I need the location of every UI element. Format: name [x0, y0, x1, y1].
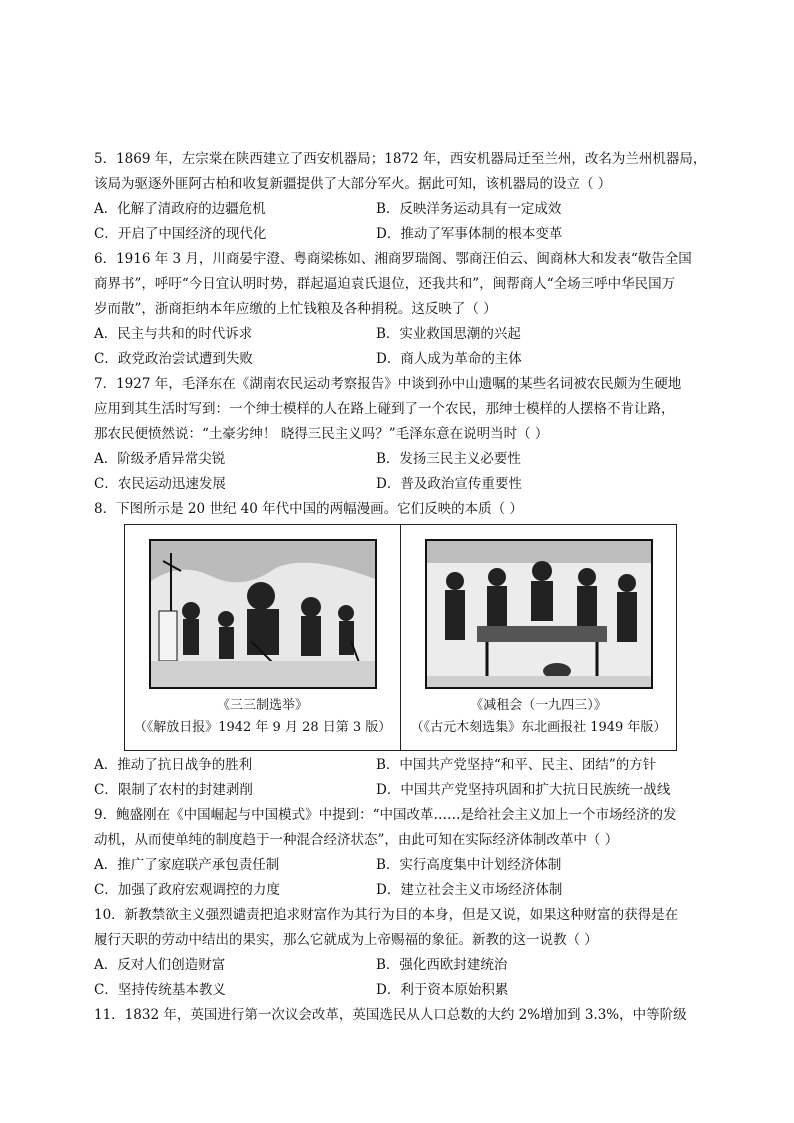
picture-1-source: （《解放日报》1942 年 9 月 28 日第 3 版） — [133, 720, 392, 735]
q8-option-d[interactable]: D．中国共产党坚持巩固和扩大抗日民族统一战线 — [376, 782, 671, 798]
q5-options-row2 — [94, 222, 706, 247]
q5-option-c[interactable]: C．开启了中国经济的现代化 — [94, 226, 267, 242]
q8-picture-cell-1 — [125, 525, 401, 750]
q8-option-c[interactable]: C．限制了农村的封建剥削 — [94, 782, 253, 798]
woodcut-election-image — [149, 539, 377, 689]
q6-option-b[interactable]: B．实业救国思潮的兴起 — [376, 326, 521, 342]
q9-option-a[interactable]: A．推广了家庭联产承包责任制 — [94, 857, 280, 873]
q6-stem-line1: 6．1916 年 3 月，川商晏宇澄、粤商梁栋如、湘商罗瑞阁、鄂商汪伯云、闽商林大和发表“敬告全国 — [94, 251, 692, 267]
q5-stem-line2: 该局为驱逐外匪阿古柏和收复新疆提供了大部分军火。据此可知，该机器局的设立（ ） — [94, 176, 612, 192]
q7-option-a[interactable]: A．阶级矛盾异常尖锐 — [94, 451, 226, 467]
q9-options-row2 — [94, 878, 706, 903]
q8-option-b[interactable]: B．中国共产党坚持“和平、民主、团结”的方针 — [376, 757, 657, 773]
q10-option-b[interactable]: B．强化西欧封建统治 — [376, 957, 508, 973]
q5-option-a[interactable]: A．化解了清政府的边疆危机 — [94, 201, 266, 217]
q7-options-row2 — [94, 472, 706, 497]
q6-option-d[interactable]: D．商人成为革命的主体 — [376, 351, 522, 367]
q10-option-a[interactable]: A．反对人们创造财富 — [94, 957, 226, 973]
q9-option-d[interactable]: D．建立社会主义市场经济体制 — [376, 882, 563, 898]
exam-page — [94, 147, 706, 1028]
q10-stem-line2: 履行天职的劳动中结出的果实，那么它就成为上帝赐福的象征。新教的这一说教（ ） — [94, 932, 598, 948]
q6-options-row1 — [94, 322, 706, 347]
picture-1-title: 《三三制选举》 — [216, 698, 308, 713]
q8-picture-cell-2 — [401, 525, 676, 750]
q5-options-row1 — [94, 197, 706, 222]
q10-stem-line1: 10．新教禁欲主义强烈谴责把追求财富作为其行为目的本身，但是又说，如果这种财富的获得是在 — [94, 907, 679, 923]
q7-stem-line1: 7．1927 年，毛泽东在《湖南农民运动考察报告》中谈到孙中山遗嘱的某些名词被农民颇为生硬地 — [94, 376, 682, 392]
q5-option-b[interactable]: B．反映洋务运动具有一定成效 — [376, 201, 562, 217]
q9-option-c[interactable]: C．加强了政府宏观调控的力度 — [94, 882, 280, 898]
q5-stem-line1: 5．1869 年，左宗棠在陕西建立了西安机器局；1872 年，西安机器局迁至兰州，改名为兰州机器局， — [94, 151, 707, 167]
q6-option-a[interactable]: A．民主与共和的时代诉求 — [94, 326, 253, 342]
q10-option-d[interactable]: D．利于资本原始积累 — [376, 982, 509, 998]
q8-options-row1 — [94, 753, 706, 778]
q10-options-row2 — [94, 978, 706, 1003]
picture-2-title: 《减租会（一九四三）》 — [470, 698, 607, 713]
q8-stem-line1: 8．下图所示是 20 世纪 40 年代中国的两幅漫画。它们反映的本质（ ） — [94, 501, 523, 517]
q10-options-row1 — [94, 953, 706, 978]
q11-stem-line1: 11．1832 年，英国进行第一次议会改革，英国选民从人口总数的大约 2%增加到 3.3%，中等阶级 — [94, 1007, 687, 1023]
q10-option-c[interactable]: C．坚持传统基本教义 — [94, 982, 226, 998]
q5-option-d[interactable]: D．推动了军事体制的根本变革 — [376, 226, 563, 242]
q8-option-a[interactable]: A．推动了抗日战争的胜利 — [94, 757, 253, 773]
q9-option-b[interactable]: B．实行高度集中计划经济体制 — [376, 857, 562, 873]
q7-option-b[interactable]: B．发扬三民主义必要性 — [376, 451, 521, 467]
q7-option-d[interactable]: D．普及政治宣传重要性 — [376, 476, 522, 492]
q9-stem-line1: 9．鲍盛刚在《中国崛起与中国模式》中提到：“中国改革……是给社会主义加上一个市场经济的发 — [94, 807, 677, 823]
q7-option-c[interactable]: C．农民运动迅速发展 — [94, 476, 226, 492]
picture-2-source: （《古元木刻选集》东北画报社 1949 年版） — [410, 720, 667, 735]
q6-options-row2 — [94, 347, 706, 372]
q6-stem-line2: 商界书”，呼吁“今日宜认明时势，群起逼迫袁氏退位，还我共和”，闽帮商人“全场三呼中华民国万 — [94, 276, 676, 292]
q6-option-c[interactable]: C．政党政治尝试遭到失败 — [94, 351, 253, 367]
q7-stem-line3: 那农民便愤然说：“土豪劣绅！ 晓得三民主义吗？”毛泽东意在说明当时（ ） — [94, 426, 549, 442]
q8-picture-table — [124, 524, 677, 751]
q9-options-row1 — [94, 853, 706, 878]
q9-stem-line2: 动机，从而使单纯的制度趋于一种混合经济状态”，由此可知在实际经济体制改革中（ ） — [94, 832, 619, 848]
q7-options-row1 — [94, 447, 706, 472]
woodcut-rent-reduction-image — [425, 539, 653, 689]
q8-options-row2 — [94, 778, 706, 803]
q6-stem-line3: 岁而散”，浙商拒纳本年应缴的上忙钱粮及各种捐税。这反映了（ ） — [94, 301, 497, 317]
q7-stem-line2: 应用到其生活时写到：一个绅士模样的人在路上碰到了一个农民，那绅士模样的人摆格不肯让路， — [94, 401, 675, 417]
